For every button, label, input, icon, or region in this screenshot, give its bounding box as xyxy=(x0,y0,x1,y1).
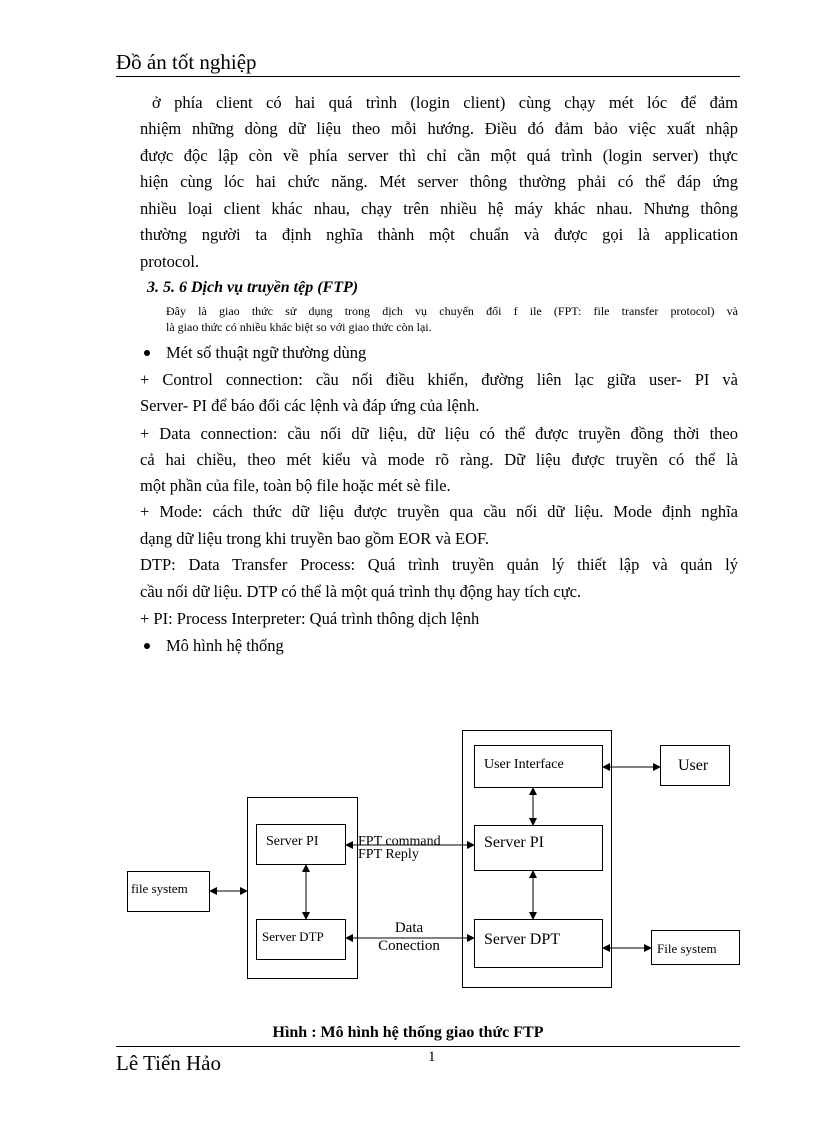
term-line: cầu nối dữ liệu. DTP có thể là một quá trình thụ động hay tích cực. xyxy=(140,582,582,601)
footer-author: Lê Tiến Hảo xyxy=(116,1051,221,1075)
term-line: + Data connection: cầu nối dữ liệu, dữ liệu có thể được truyền đồng thời theo xyxy=(140,424,738,443)
term-line: Server- PI để báo đổi các lệnh và đáp ứng của lệnh. xyxy=(140,396,480,415)
term-line: cả hai chiều, theo mét kiểu và mode rõ ràng. Dữ liệu được truyền có thể là xyxy=(140,450,738,469)
connection-label: Conection xyxy=(378,938,440,954)
file-system-left-label: file system xyxy=(131,881,188,896)
term-line: một phần của file, toàn bộ file hoặc mét sè file. xyxy=(140,476,451,495)
term-line: + PI: Process Interpreter: Quá trình thông dịch lệnh xyxy=(140,609,480,628)
term-line: dạng dữ liệu trong khi truyền bao gồm EOR và EOF. xyxy=(140,529,490,548)
data-label: Data xyxy=(394,920,424,936)
intro-line: ở phía client có hai quá trình (login client) cùng chạy mét lóc để đảm xyxy=(152,93,738,112)
file-system-right-label: File system xyxy=(657,941,717,956)
intro-line: hiện cùng lóc hai chức năng. Mét server thông thường phải có thể đáp ứng xyxy=(140,172,738,191)
server-dpt-right-label: Server DPT xyxy=(484,931,560,948)
section-heading: 3. 5. 6 Dịch vụ truyền tệp (FTP) xyxy=(147,279,359,296)
term-line: + Control connection: cầu nối điều khiển, đường liên lạc giữa user- PI và xyxy=(140,370,738,389)
section-description-line: Đây là giao thức sử dụng trong dịch vụ chuyển đổi f ile (FPT: file transfer protocol) và xyxy=(166,304,738,318)
figure-caption: Hình : Mô hình hệ thống giao thức FTP xyxy=(272,1024,544,1041)
intro-line: thường người ta định nghĩa thành một chuẩn và được gọi là application xyxy=(140,225,738,244)
bullet-text: Mô hình hệ thống xyxy=(166,636,284,655)
page-header-title: Đồ án tốt nghiệp xyxy=(116,50,257,74)
intro-line: nhiệm những dòng dữ liệu theo mỗi hướng. Điều đó đảm bảo việc xuất nhập xyxy=(140,119,738,138)
server-pi-right-label: Server PI xyxy=(484,834,544,851)
term-line: DTP: Data Transfer Process: Quá trình truyền quản lý thiết lập và quản lý xyxy=(140,555,738,574)
section-description-line: là giao thức có nhiều khác biệt so với giao thức còn lại. xyxy=(166,320,432,334)
bullet-text: Mét số thuật ngữ thường dùng xyxy=(166,343,367,362)
server-pi-left-label: Server PI xyxy=(266,834,319,849)
command-label: FPT command xyxy=(358,834,441,849)
term-line: + Mode: cách thức dữ liệu được truyền qua cầu nối dữ liệu. Mode định nghĩa xyxy=(140,502,738,521)
intro-line: được độc lập còn về phía server thì chỉ cần một quá trình (login server) thực xyxy=(140,146,738,165)
intro-line: protocol. xyxy=(140,252,200,271)
user-label: User xyxy=(678,757,709,774)
page-number: 1 xyxy=(428,1049,436,1065)
reply-label: FPT Reply xyxy=(358,847,419,862)
server-dtp-left-label: Server DTP xyxy=(262,929,324,944)
footer-divider xyxy=(116,1046,740,1047)
user-interface-label: User Interface xyxy=(484,757,564,772)
intro-line: nhiều loại client khác nhau, chạy trên nhiều hệ máy khác nhau. Nhưng thông xyxy=(140,199,738,218)
